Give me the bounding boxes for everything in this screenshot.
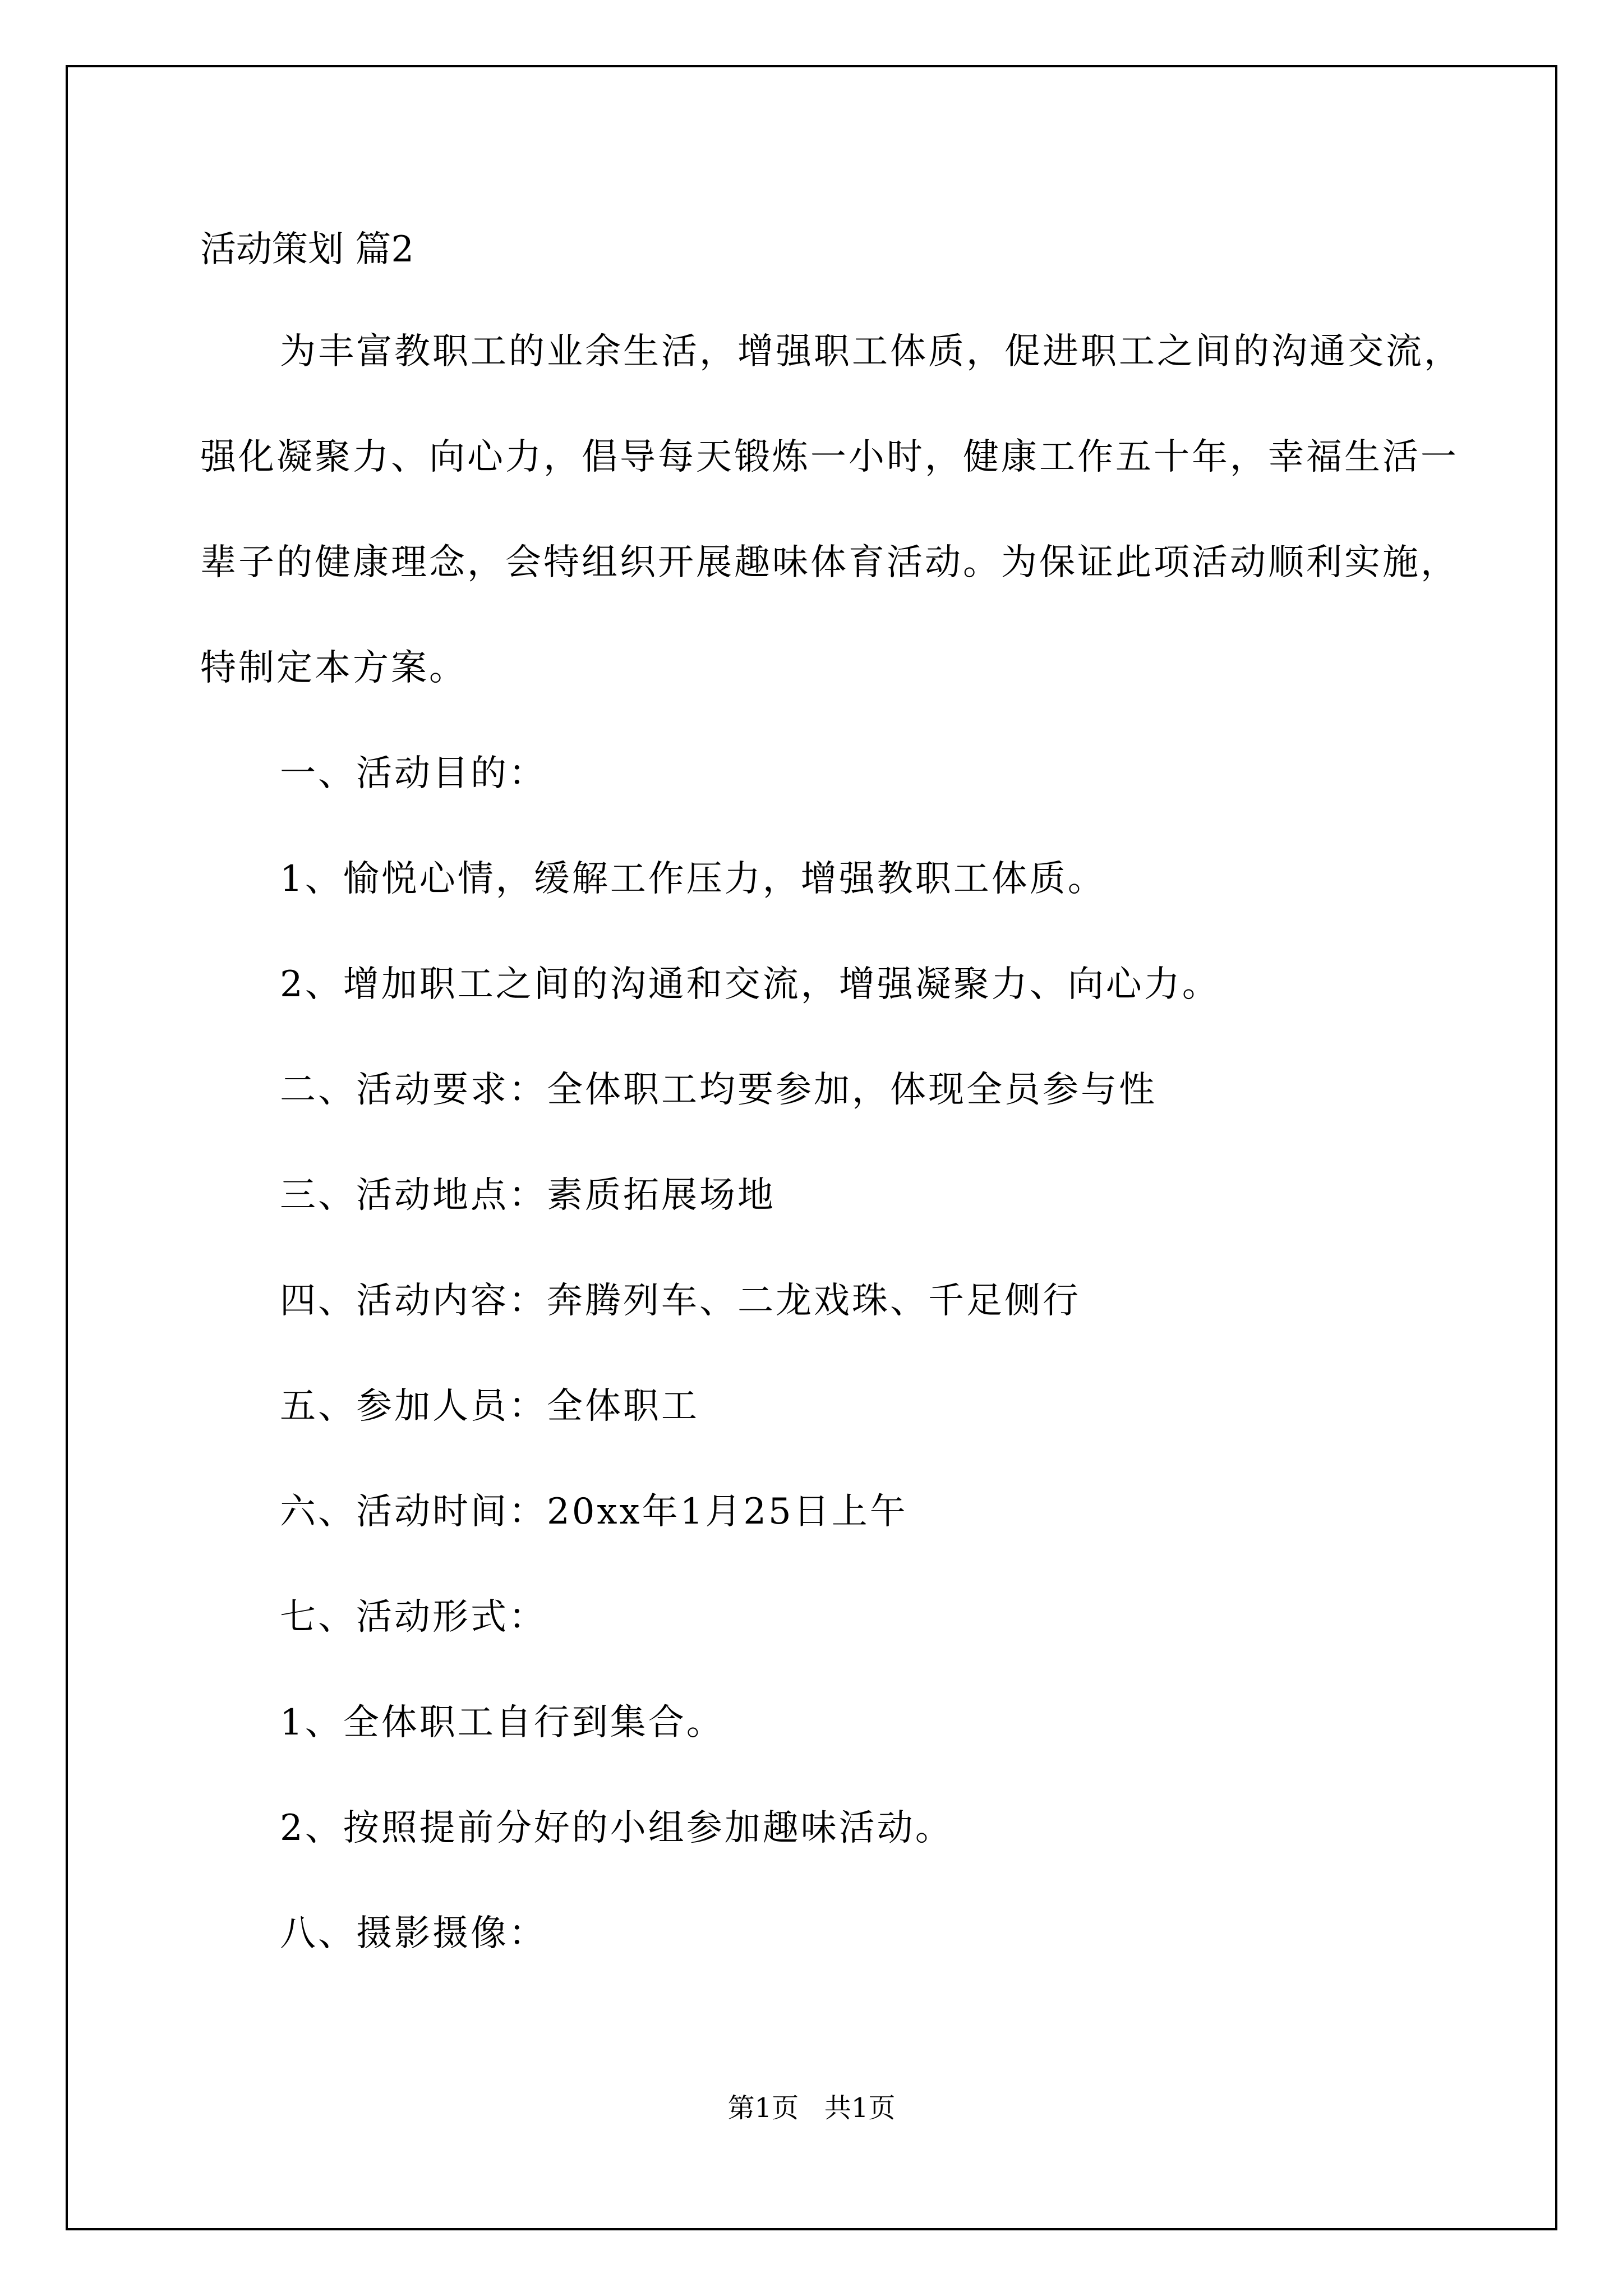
section-line: 二、活动要求：全体职工均要参加，体现全员参与性	[280, 1069, 1157, 1111]
section-line: 1、全体职工自行到集合。	[280, 1702, 725, 1743]
document-title: 活动策划 篇2	[200, 229, 414, 270]
section-line: 七、活动形式：	[280, 1596, 547, 1638]
page-footer: 第1页 共1页	[727, 2092, 896, 2124]
document-body	[200, 223, 1479, 1986]
intro-paragraph: 为丰富教职工的业余生活，增强职工体质，促进职工之间的沟通交流，强化凝聚力、向心力，倡导每天锻炼一小时，健康工作五十年，幸福生活一辈子的健康理念，会特组织开展趣味体育活动。为保证此项活动顺利实施，特制定本方案。	[200, 331, 1462, 689]
section-line: 八、摄影摄像：	[280, 1913, 547, 1954]
section-line: 1、愉悦心情，缓解工作压力，增强教职工体质。	[280, 858, 1106, 900]
section-line: 2、按照提前分好的小组参加趣味活动。	[280, 1807, 953, 1849]
section-line: 三、活动地点：素质拓展场地	[280, 1175, 776, 1216]
section-line: 六、活动时间：20xx年1月25日上午	[280, 1491, 908, 1533]
section-line: 五、参加人员：全体职工	[280, 1386, 699, 1427]
section-line: 一、活动目的：	[280, 753, 547, 794]
section-line: 2、增加职工之间的沟通和交流，增强凝聚力、向心力。	[280, 964, 1220, 1005]
section-line: 四、活动内容：奔腾列车、二龙戏珠、千足侧行	[280, 1280, 1081, 1322]
